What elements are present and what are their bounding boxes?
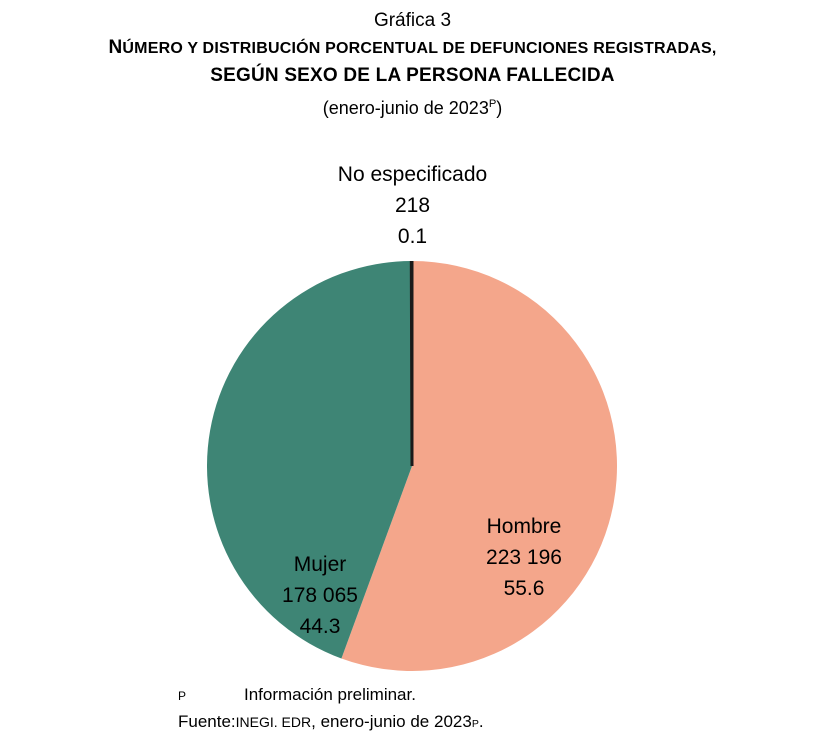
title-line-2-initial: N (108, 37, 123, 58)
source-superscript: P (471, 718, 479, 730)
source-period-end: . (478, 712, 484, 731)
footnote-marker: P (178, 689, 187, 703)
pie-graphic (207, 261, 617, 671)
footnote-text: Información preliminar. (244, 685, 416, 704)
chart-title-block (0, 0, 825, 123)
figure-number: Gráfica 3 (373, 10, 452, 31)
label-hombre-value: 223 196 (486, 546, 562, 569)
label-mujer-percent: 44.3 (299, 615, 341, 638)
title-line-2 (0, 34, 825, 62)
footnotes (178, 682, 484, 737)
footnote-source (178, 709, 484, 737)
label-hombre-percent: 55.6 (503, 577, 545, 600)
source-prefix: Fuente: (178, 712, 236, 731)
pie-chart (0, 123, 825, 643)
title-period-post: ) (496, 98, 503, 118)
no-especificado-value: 218 (394, 194, 431, 217)
source-institution: INEGI. EDR (235, 714, 312, 730)
label-mujer-name: Mujer (293, 553, 347, 576)
no-especificado-label: No especificado (337, 163, 488, 186)
title-line-3 (0, 62, 825, 89)
title-line-2-rest: ÚMERO Y DISTRIBUCIÓN PORCENTUAL DE DEFUNCIONES REGISTRADAS, (122, 40, 717, 57)
title-line-3-rest: EGÚN SEXO DE LA PERSONA FALLECIDA (223, 65, 615, 86)
no-especificado-callout (0, 159, 825, 252)
label-mujer-value: 178 065 (282, 584, 358, 607)
title-line-3-initial: S (210, 65, 224, 86)
label-hombre (439, 511, 609, 604)
no-especificado-percent: 0.1 (397, 225, 428, 248)
label-mujer (235, 549, 405, 642)
pie-slice-no-especificado (411, 261, 412, 466)
label-hombre-name: Hombre (486, 515, 562, 538)
title-period (0, 89, 825, 123)
source-period: , enero-junio de 2023 (311, 712, 472, 731)
title-period-pre: (enero-junio de 2023 (322, 98, 489, 118)
footnote-preliminary (178, 682, 484, 709)
title-period-superscript: P (488, 98, 497, 110)
